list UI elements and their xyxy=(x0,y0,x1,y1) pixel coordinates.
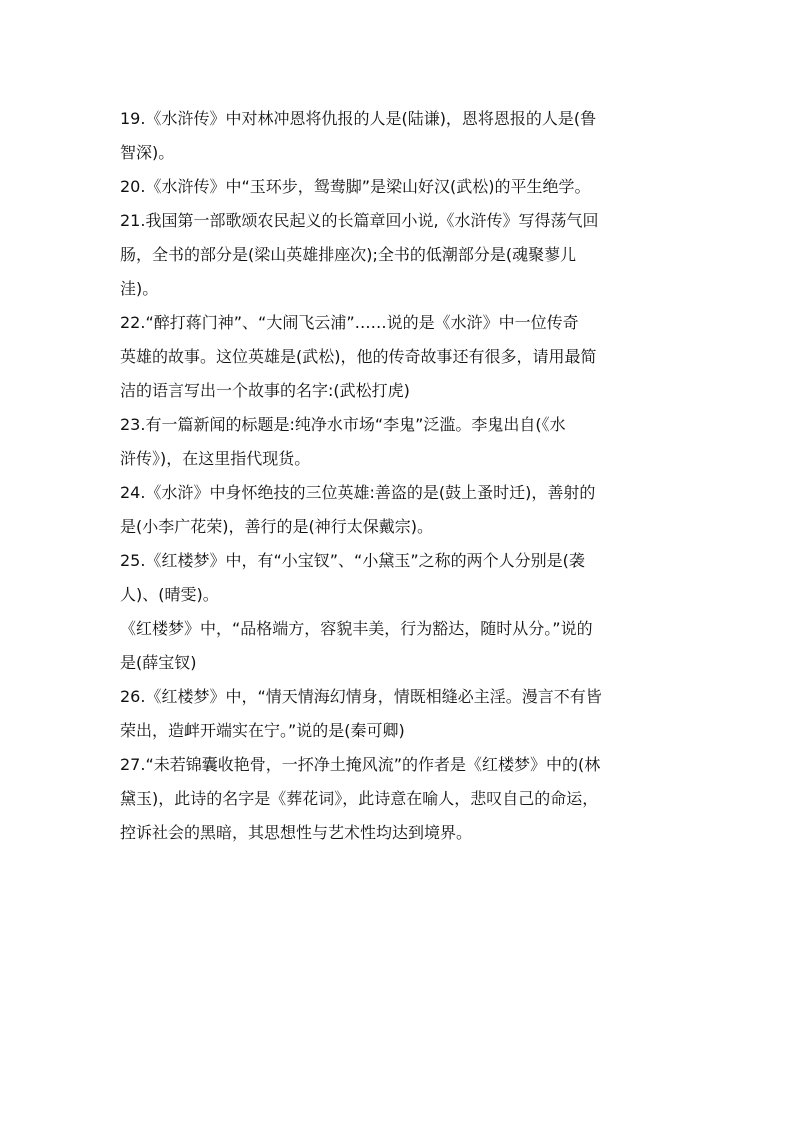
text-line: 控诉社会的黑暗，其思想性与艺术性均达到境界。 xyxy=(120,823,473,842)
text-line: 24.《水浒》中身怀绝技的三位英雄:善盗的是(鼓上蚤时迁)，善射的 xyxy=(120,483,596,502)
text-line: 荣出，造衅开端实在宁。”说的是(秦可卿) xyxy=(120,721,405,740)
text-line: 智深)。 xyxy=(120,143,175,162)
text-line: 23.有一篇新闻的标题是:纯净水市场“李鬼”泛滥。李鬼出自(《水 xyxy=(120,415,566,434)
text-line: 26.《红楼梦》中，“情天情海幻情身，情既相缝必主淫。漫言不有皆 xyxy=(120,687,602,706)
text-line: 是(薛宝钗) xyxy=(120,653,197,672)
text-line: 英雄的故事。这位英雄是(武松)，他的传奇故事还有很多，请用最简 xyxy=(120,347,597,366)
text-line: 21.我国第一部歌颂农民起义的长篇章回小说,《水浒传》写得荡气回 xyxy=(120,211,599,230)
text-line: 是(小李广花荣)，善行的是(神行太保戴宗)。 xyxy=(120,517,433,536)
text-line: 25.《红楼梦》中，有“小宝钗”、“小黛玉”之称的两个人分别是(袭 xyxy=(120,551,585,570)
text-line: 27.“未若锦囊收艳骨，一抔净土掩风流”的作者是《红楼梦》中的(林 xyxy=(120,755,601,774)
text-line: 19.《水浒传》中对林冲恩将仇报的人是(陆谦)，恩将恩报的人是(鲁 xyxy=(120,109,597,128)
text-line: 洁的语言写出一个故事的名字:(武松打虎) xyxy=(120,381,410,400)
text-line: 人)、(晴雯)。 xyxy=(120,585,219,604)
text-line: 浒传》)，在这里指代现货。 xyxy=(120,449,311,468)
text-line: 肠，全书的部分是(梁山英雄排座次);全书的低潮部分是(魂聚蓼儿 xyxy=(120,245,577,264)
text-line: 22.“醉打蒋门神”、“大闹飞云浦”……说的是《水浒》中一位传奇 xyxy=(120,313,579,332)
text-line: 20.《水浒传》中“玉环步，鸳鸯脚”是梁山好汉(武松)的平生绝学。 xyxy=(120,177,591,196)
document-body xyxy=(120,102,688,850)
text-line: 洼)。 xyxy=(120,279,159,298)
text-line: 黛玉)，此诗的名字是《葬花词》，此诗意在喻人，悲叹自己的命运， xyxy=(120,789,599,808)
text-line: 《红楼梦》中，“品格端方，容貌丰美，行为豁达，随时从分。”说的 xyxy=(120,619,593,638)
